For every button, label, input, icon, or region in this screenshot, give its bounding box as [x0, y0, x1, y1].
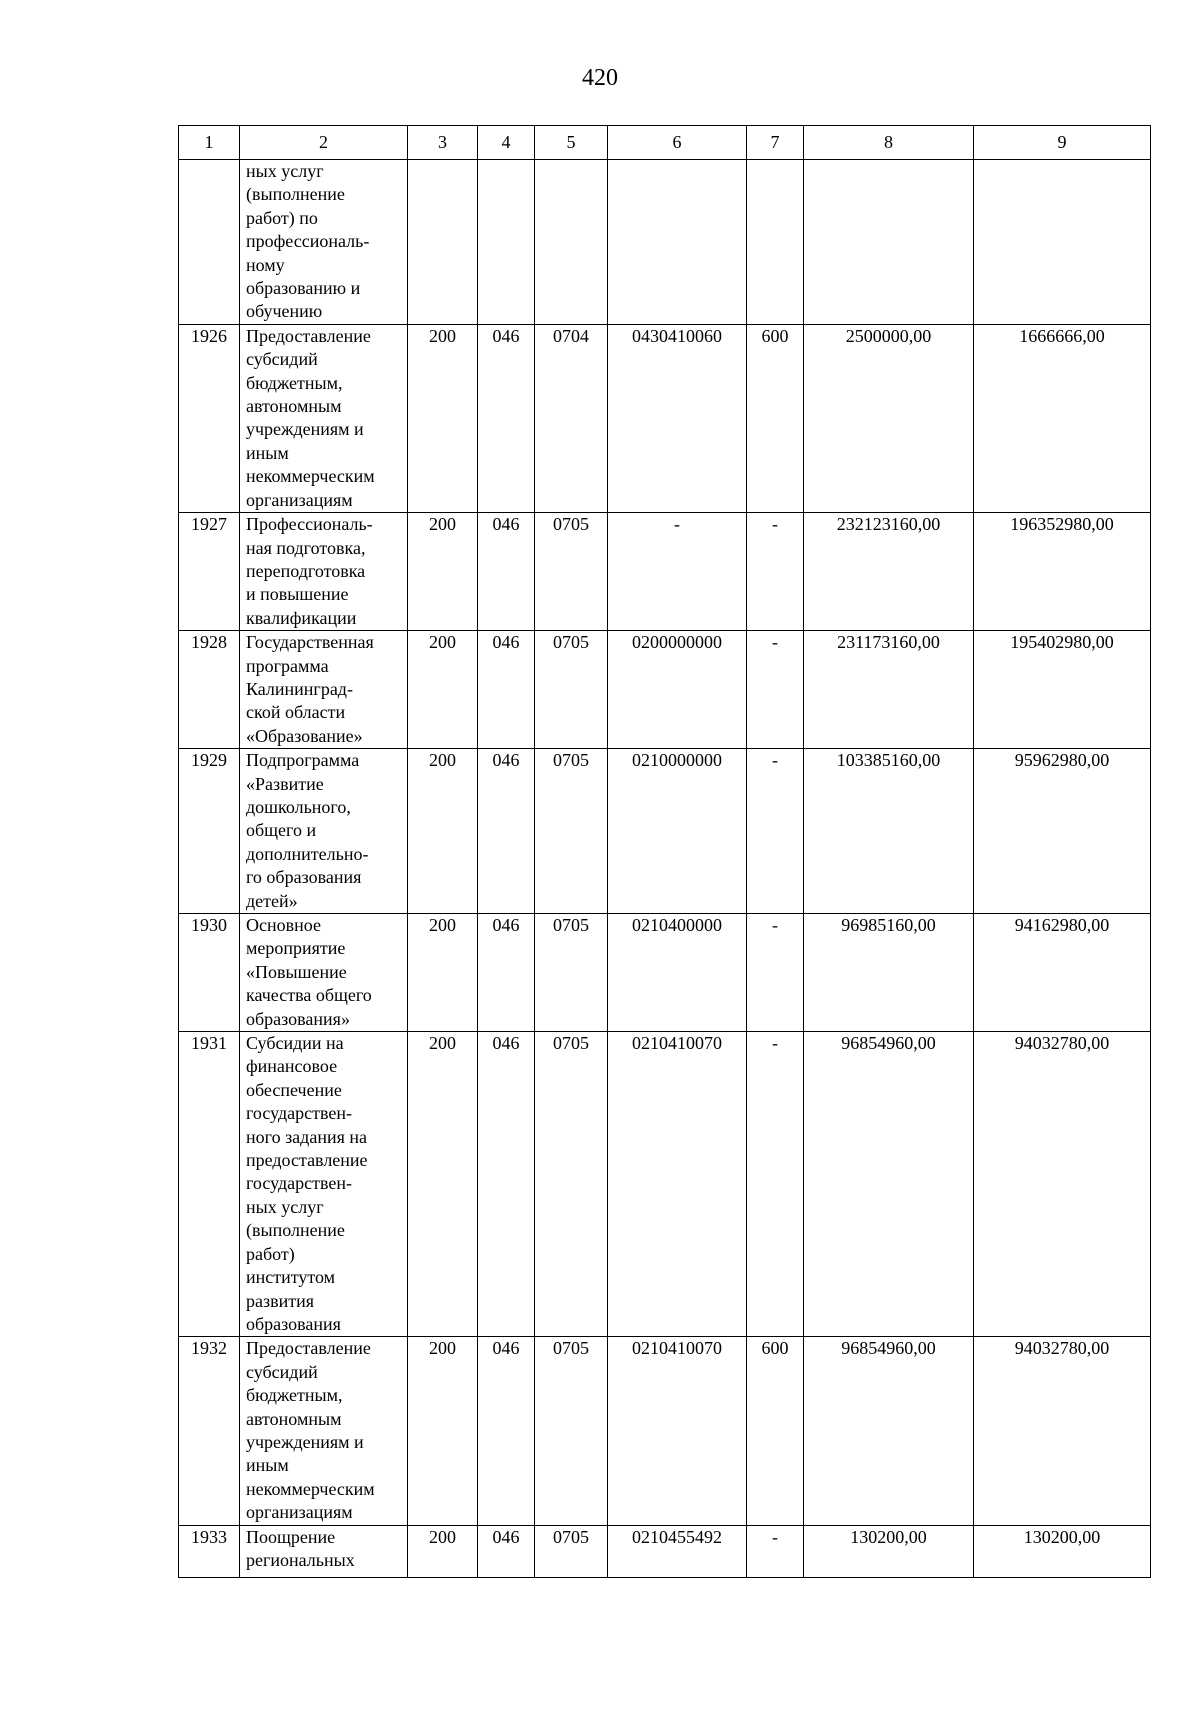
item-name-cell — [240, 513, 408, 631]
item-name-cell — [240, 1525, 408, 1577]
item-name-line: государствен- — [246, 1103, 353, 1124]
budget-table — [178, 125, 1151, 1578]
item-name-line: профессиональ- — [246, 231, 370, 252]
item-name-line: институтом — [246, 1267, 336, 1288]
row-number-cell: 1932 — [179, 1337, 240, 1525]
item-name-line: Калининград- — [246, 678, 353, 699]
section-code-cell: 0705 — [535, 1525, 608, 1577]
section-code-cell: 0705 — [535, 631, 608, 749]
item-name-line: субсидий — [246, 1361, 318, 1382]
department-code-cell: 046 — [478, 914, 535, 1032]
expense-type-cell: - — [747, 1032, 804, 1337]
item-name-line: Государственная — [246, 632, 374, 653]
item-name-line: автономным — [246, 396, 342, 417]
ministry-code-cell: 200 — [408, 513, 478, 631]
target-code-cell — [608, 160, 747, 325]
amount-cell: 94032780,00 — [974, 1337, 1151, 1525]
department-code-cell: 046 — [478, 1337, 535, 1525]
item-name-cell — [240, 631, 408, 749]
item-name-line: учреждениям и — [246, 1431, 364, 1452]
item-name-line: ному — [246, 254, 285, 275]
item-name-line: образования — [246, 1313, 341, 1334]
item-name-line: работ) по — [246, 207, 318, 228]
item-name-line: «Повышение — [246, 961, 347, 982]
item-name-line: программа — [246, 655, 329, 676]
row-number-cell — [179, 160, 240, 325]
item-name-line: Субсидии на — [246, 1033, 344, 1054]
section-code-cell: 0704 — [535, 324, 608, 512]
page-number: 420 — [582, 65, 618, 91]
column-header: 4 — [478, 126, 535, 160]
target-code-cell: 0430410060 — [608, 324, 747, 512]
expense-type-cell: - — [747, 1525, 804, 1577]
ministry-code-cell: 200 — [408, 1337, 478, 1525]
item-name-line: учреждениям и — [246, 419, 364, 440]
section-code-cell: 0705 — [535, 914, 608, 1032]
item-name-line: бюджетным, — [246, 1385, 343, 1406]
row-number-cell: 1931 — [179, 1032, 240, 1337]
target-code-cell: 0210410070 — [608, 1337, 747, 1525]
column-header: 7 — [747, 126, 804, 160]
item-name-line: государствен- — [246, 1173, 353, 1194]
item-name-line: ных услуг — [246, 1196, 324, 1217]
target-code-cell: 0210400000 — [608, 914, 747, 1032]
row-number-cell: 1933 — [179, 1525, 240, 1577]
target-code-cell: 0210410070 — [608, 1032, 747, 1337]
column-header: 9 — [974, 126, 1151, 160]
expense-type-cell: - — [747, 513, 804, 631]
table-row — [179, 324, 1151, 512]
ministry-code-cell: 200 — [408, 749, 478, 914]
row-number-cell: 1928 — [179, 631, 240, 749]
item-name-line: Предоставление — [246, 325, 371, 346]
item-name-line: иным — [246, 442, 289, 463]
item-name-line: Профессиональ- — [246, 514, 373, 535]
item-name-line: ных услуг — [246, 161, 324, 181]
table-row — [179, 1337, 1151, 1525]
item-name-line: ного задания на — [246, 1126, 367, 1147]
amount-cell: 232123160,00 — [804, 513, 974, 631]
section-code-cell: 0705 — [535, 1337, 608, 1525]
item-name-line: образованию и — [246, 278, 361, 299]
department-code-cell: 046 — [478, 513, 535, 631]
expense-type-cell: - — [747, 914, 804, 1032]
row-number-cell: 1927 — [179, 513, 240, 631]
target-code-cell: 0210000000 — [608, 749, 747, 914]
expense-type-cell: - — [747, 631, 804, 749]
item-name-line: некоммерческим — [246, 1478, 375, 1499]
item-name-line: Подпрограмма — [246, 750, 360, 771]
ministry-code-cell: 200 — [408, 1525, 478, 1577]
table-row — [179, 1525, 1151, 1577]
amount-cell: 2500000,00 — [804, 324, 974, 512]
item-name-line: го образования — [246, 867, 362, 888]
item-name-line: организациям — [246, 489, 353, 510]
item-name-line: региональных — [246, 1549, 355, 1570]
department-code-cell: 046 — [478, 1032, 535, 1337]
item-name-line: автономным — [246, 1408, 342, 1429]
item-name-line: ской области — [246, 702, 346, 723]
item-name-line: и повышение — [246, 584, 349, 605]
table-body — [179, 160, 1151, 1578]
table-row — [179, 631, 1151, 749]
amount-cell: 94032780,00 — [974, 1032, 1151, 1337]
item-name-line: работ) — [246, 1243, 295, 1264]
item-name-line: организациям — [246, 1502, 353, 1523]
amount-cell — [974, 160, 1151, 325]
item-name-line: обеспечение — [246, 1079, 342, 1100]
target-code-cell: 0210455492 — [608, 1525, 747, 1577]
expense-type-cell: - — [747, 749, 804, 914]
item-name-cell — [240, 1032, 408, 1337]
item-name-cell — [240, 1337, 408, 1525]
target-code-cell: - — [608, 513, 747, 631]
section-code-cell — [535, 160, 608, 325]
item-name-line: финансовое — [246, 1056, 338, 1077]
item-name-line: (выполнение — [246, 184, 345, 205]
header-row — [179, 126, 1151, 160]
expense-type-cell: 600 — [747, 324, 804, 512]
item-name-cell — [240, 914, 408, 1032]
item-name-line: субсидий — [246, 349, 318, 370]
item-name-line: Основное — [246, 915, 321, 935]
section-code-cell: 0705 — [535, 749, 608, 914]
column-header: 8 — [804, 126, 974, 160]
section-code-cell: 0705 — [535, 513, 608, 631]
amount-cell: 94162980,00 — [974, 914, 1151, 1032]
column-header: 6 — [608, 126, 747, 160]
expense-type-cell — [747, 160, 804, 325]
item-name-line: Поощрение — [246, 1526, 336, 1547]
amount-cell: 130200,00 — [974, 1525, 1151, 1577]
amount-cell: 195402980,00 — [974, 631, 1151, 749]
table-row — [179, 749, 1151, 914]
amount-cell: 130200,00 — [804, 1525, 974, 1577]
row-number-cell: 1930 — [179, 914, 240, 1032]
item-name-line: мероприятие — [246, 938, 346, 959]
amount-cell: 196352980,00 — [974, 513, 1151, 631]
amount-cell: 1666666,00 — [974, 324, 1151, 512]
item-name-line: «Образование» — [246, 725, 363, 746]
amount-cell — [804, 160, 974, 325]
amount-cell: 231173160,00 — [804, 631, 974, 749]
amount-cell: 96854960,00 — [804, 1337, 974, 1525]
amount-cell: 96985160,00 — [804, 914, 974, 1032]
item-name-line: развития — [246, 1290, 315, 1311]
item-name-cell — [240, 160, 408, 325]
item-name-line: некоммерческим — [246, 466, 375, 487]
ministry-code-cell — [408, 160, 478, 325]
item-name-line: общего и — [246, 820, 317, 841]
item-name-line: образования» — [246, 1008, 350, 1029]
target-code-cell: 0200000000 — [608, 631, 747, 749]
row-number-cell: 1929 — [179, 749, 240, 914]
item-name-line: бюджетным, — [246, 372, 343, 393]
column-header: 2 — [240, 126, 408, 160]
department-code-cell: 046 — [478, 749, 535, 914]
ministry-code-cell: 200 — [408, 324, 478, 512]
ministry-code-cell: 200 — [408, 914, 478, 1032]
table-row — [179, 513, 1151, 631]
column-header: 5 — [535, 126, 608, 160]
item-name-cell — [240, 749, 408, 914]
item-name-line: дополнительно- — [246, 843, 369, 864]
amount-cell: 103385160,00 — [804, 749, 974, 914]
department-code-cell — [478, 160, 535, 325]
column-header: 1 — [179, 126, 240, 160]
table-row — [179, 160, 1151, 325]
ministry-code-cell: 200 — [408, 1032, 478, 1337]
item-name-line: обучению — [246, 301, 323, 322]
item-name-cell — [240, 324, 408, 512]
table-row — [179, 914, 1151, 1032]
item-name-line: ная подготовка, — [246, 537, 366, 558]
section-code-cell: 0705 — [535, 1032, 608, 1337]
department-code-cell: 046 — [478, 631, 535, 749]
item-name-line: переподготовка — [246, 560, 366, 581]
item-name-line: (выполнение — [246, 1220, 345, 1241]
item-name-line: качества общего — [246, 985, 372, 1006]
item-name-line: иным — [246, 1455, 289, 1476]
amount-cell: 96854960,00 — [804, 1032, 974, 1337]
department-code-cell: 046 — [478, 324, 535, 512]
expense-type-cell: 600 — [747, 1337, 804, 1525]
item-name-line: предоставление — [246, 1150, 368, 1171]
row-number-cell: 1926 — [179, 324, 240, 512]
item-name-line: квалификации — [246, 607, 357, 628]
department-code-cell: 046 — [478, 1525, 535, 1577]
item-name-line: детей» — [246, 890, 298, 911]
item-name-line: Предоставление — [246, 1338, 371, 1359]
item-name-line: «Развитие — [246, 773, 324, 794]
amount-cell: 95962980,00 — [974, 749, 1151, 914]
column-header: 3 — [408, 126, 478, 160]
ministry-code-cell: 200 — [408, 631, 478, 749]
item-name-line: дошкольного, — [246, 796, 351, 817]
table-row — [179, 1032, 1151, 1337]
